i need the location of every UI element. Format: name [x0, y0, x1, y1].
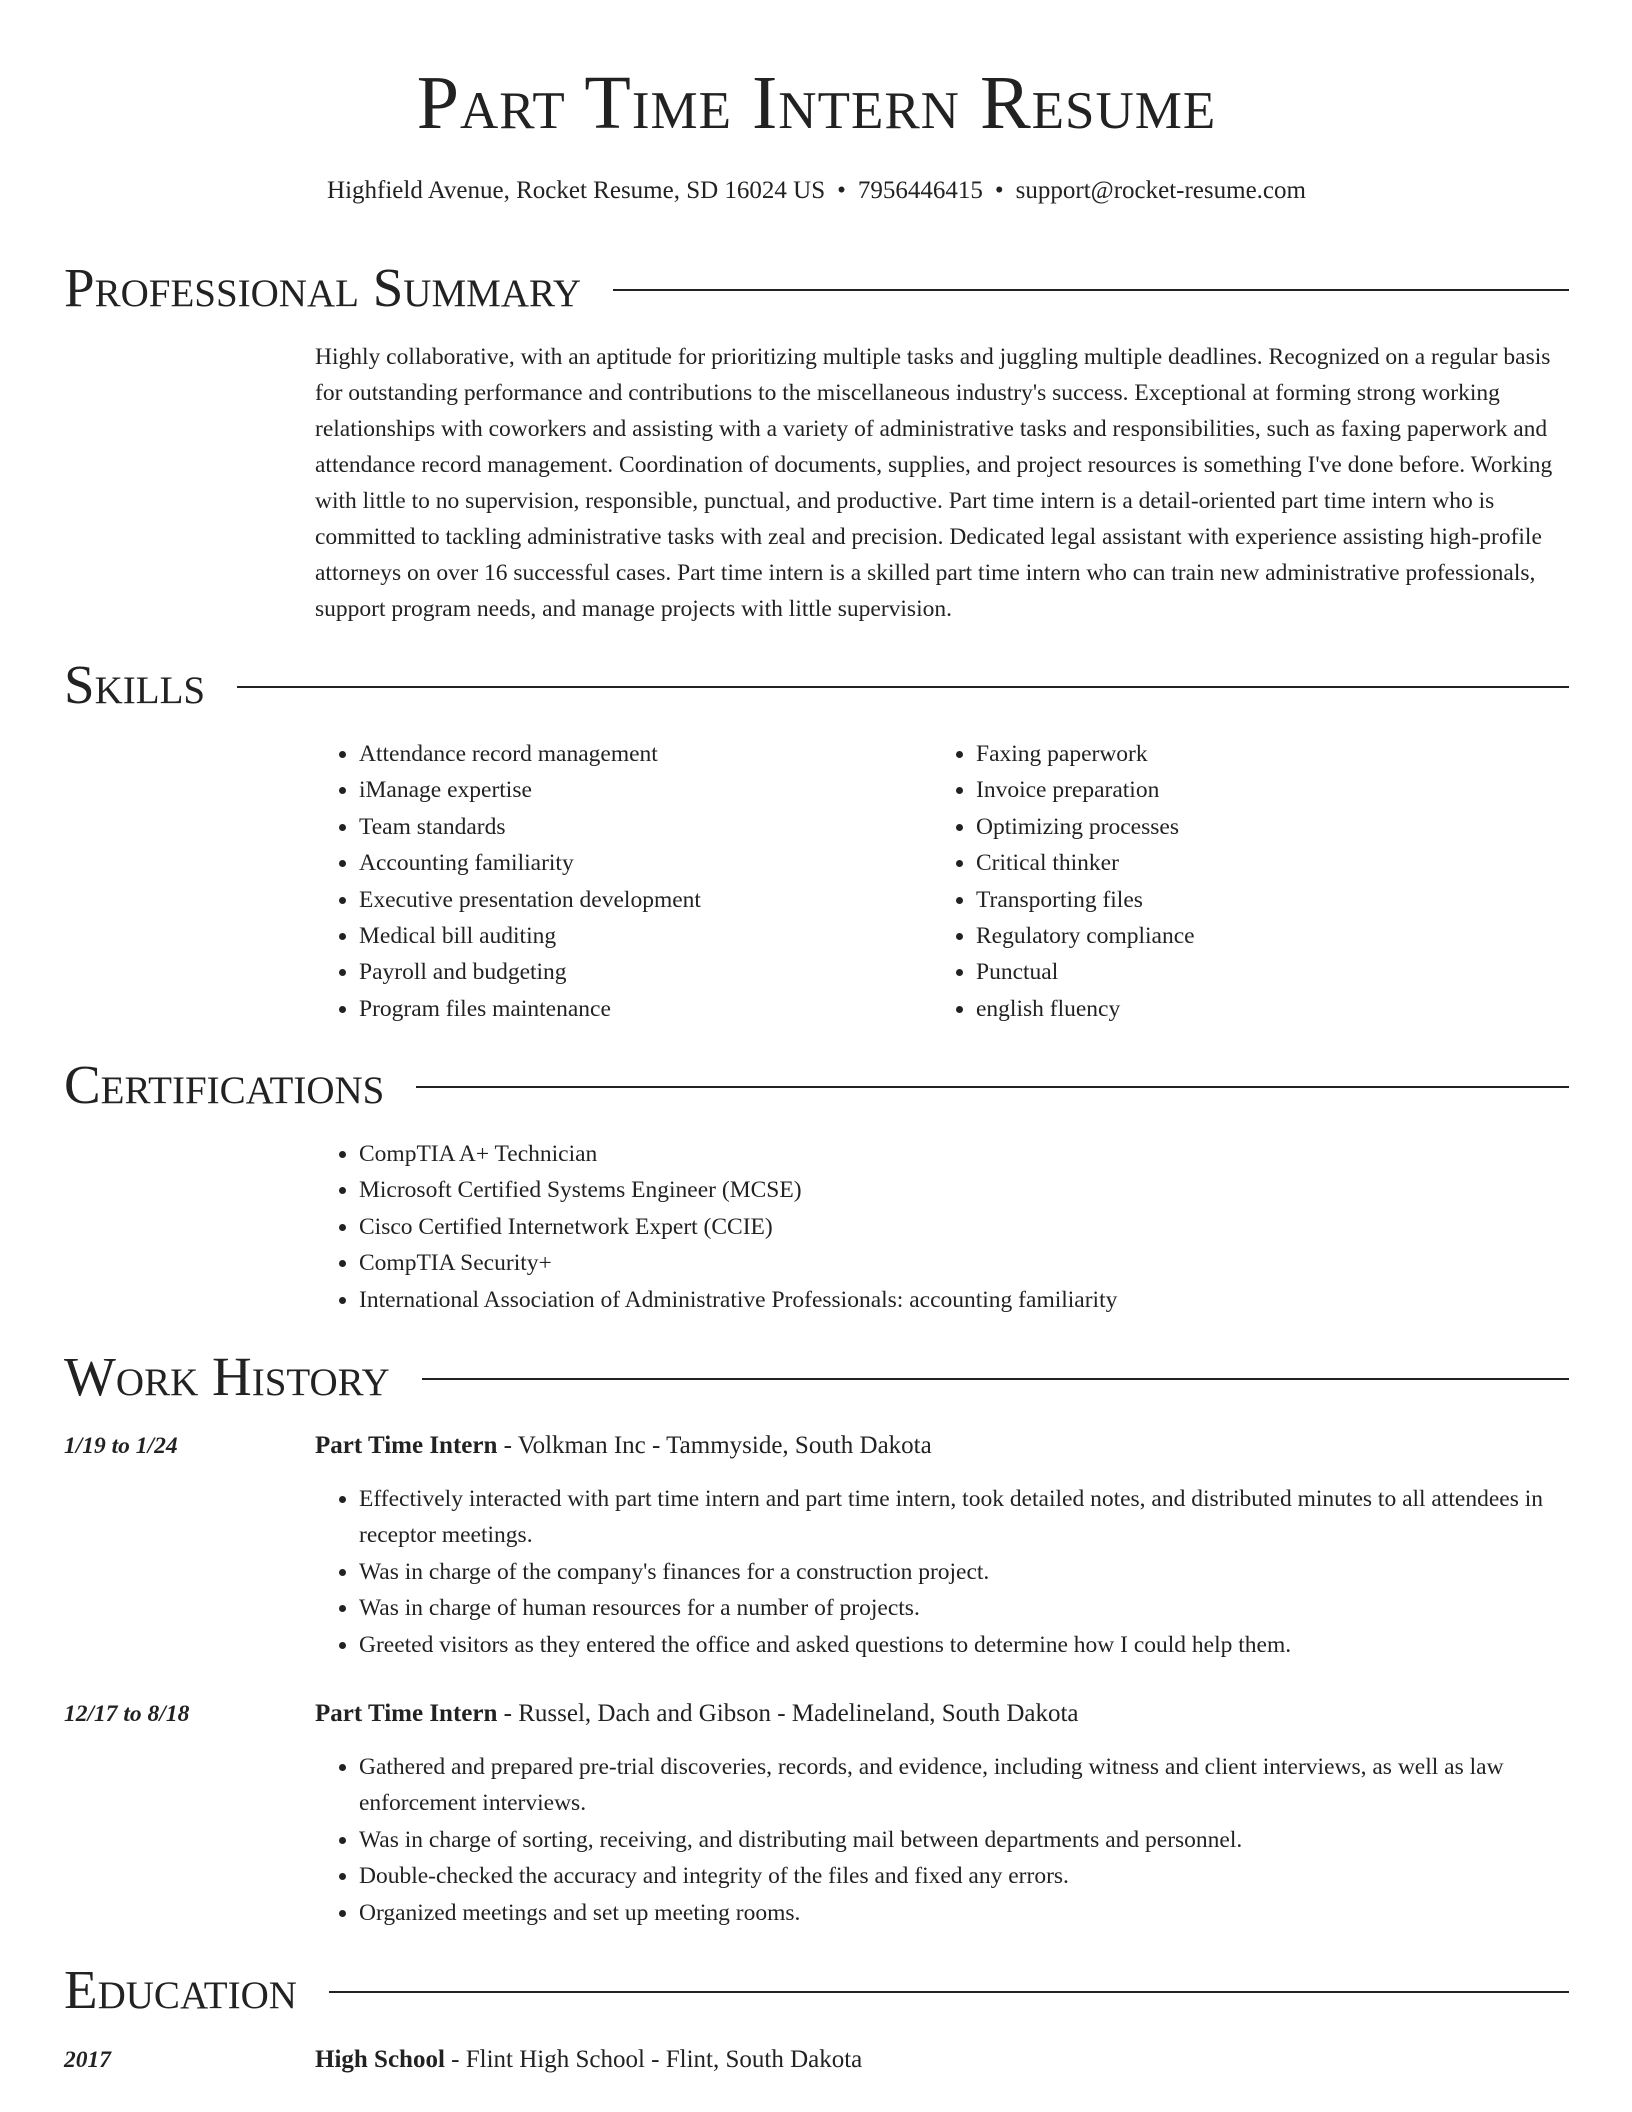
skill-item: • Critical thinker: [976, 845, 1532, 881]
contact-phone: 7956446415: [857, 177, 983, 204]
job-bullet: • Was in charge of the company's finances for a construction project.: [359, 1554, 1569, 1590]
certification-item: • International Association of Administrative Professionals: accounting familiarity: [359, 1282, 1569, 1318]
job-heading: [315, 1696, 1569, 1732]
job-bullet: • Organized meetings and set up meeting rooms.: [359, 1895, 1569, 1931]
work-section-header: [64, 1344, 1569, 1410]
contact-separator: •: [994, 177, 1004, 204]
summary-section-header: [64, 255, 1569, 321]
skill-item: • iManage expertise: [359, 772, 915, 808]
summary-section-title: Professional Summary: [64, 257, 582, 318]
skill-item: • Transporting files: [976, 882, 1532, 918]
contact-line: [64, 173, 1569, 209]
certifications-list: [315, 1136, 1569, 1318]
job-bullet: • Effectively interacted with part time intern and part time intern, took detailed notes, and distributed minutes to all attendees in receptor meetings.: [359, 1481, 1569, 1554]
certification-item: • CompTIA A+ Technician: [359, 1136, 1569, 1172]
skill-item: • Program files maintenance: [359, 991, 915, 1027]
skill-item: • Invoice preparation: [976, 772, 1532, 808]
skill-item: • Medical bill auditing: [359, 918, 915, 954]
job-dates: 1/19 to 1/24: [64, 1433, 178, 1459]
job-details: - Russel, Dach and Gibson - Madelineland, South Dakota: [497, 1700, 1079, 1727]
skills-column-right: [932, 736, 1532, 1027]
skill-item: • Accounting familiarity: [359, 845, 915, 881]
job-role: Part Time Intern: [315, 1700, 498, 1727]
section-divider: [329, 1991, 1569, 1993]
certifications-section-title: Certifications: [64, 1054, 385, 1115]
job-bullets: [315, 1749, 1569, 1931]
education-heading: [315, 2042, 1569, 2078]
skill-item: • english fluency: [976, 991, 1532, 1027]
job-bullet: • Gathered and prepared pre-trial discoveries, records, and evidence, including witness and client interviews, as well as law enforcement interviews.: [359, 1749, 1569, 1822]
education-section-header: [64, 1957, 1569, 2023]
certifications-section-header: [64, 1052, 1569, 1118]
section-divider: [422, 1378, 1569, 1380]
skill-item: • Team standards: [359, 809, 915, 845]
skill-item: • Attendance record management: [359, 736, 915, 772]
job-bullets: [315, 1481, 1569, 1663]
skills-section-header: [64, 652, 1569, 718]
certification-item: • Microsoft Certified Systems Engineer (MCSE): [359, 1172, 1569, 1208]
job-bullet: • Double-checked the accuracy and integrity of the files and fixed any errors.: [359, 1858, 1569, 1894]
skill-item: • Optimizing processes: [976, 809, 1532, 845]
job-bullet: • Greeted visitors as they entered the office and asked questions to determine how I could help them.: [359, 1627, 1569, 1663]
section-divider: [416, 1086, 1569, 1088]
summary-text: Highly collaborative, with an aptitude for prioritizing multiple tasks and juggling multiple deadlines. Recognized on a regular basis for outstanding performance and contributions to the miscellaneous industry's success. Exceptional at forming strong working relationships with coworkers and assisting with a variety of administrative tasks and responsibilities, such as faxing paperwork and attendance record management. Coordination of documents, supplies, and project resources is something I've done before. Working with little to no supervision, responsible, punctual, and productive. Part time intern is a detail-oriented part time intern who is committed to tackling administrative tasks with zeal and precision. Dedicated legal assistant with experience assisting high-profile attorneys on over 16 successful cases. Part time intern is a skilled part time intern who can train new administrative professionals, support program needs, and manage projects with little supervision.: [315, 344, 1553, 622]
job-heading: [315, 1428, 1569, 1464]
skill-item: • Punctual: [976, 954, 1532, 990]
education-degree: High School: [315, 2046, 445, 2073]
contact-email: support@rocket-resume.com: [1015, 177, 1306, 204]
work-section-title: Work History: [64, 1346, 390, 1407]
skill-item: • Regulatory compliance: [976, 918, 1532, 954]
job-role: Part Time Intern: [315, 1432, 498, 1459]
job-details: - Volkman Inc - Tammyside, South Dakota: [497, 1432, 932, 1459]
job-bullet: • Was in charge of sorting, receiving, and distributing mail between departments and personnel.: [359, 1822, 1569, 1858]
job-dates: 12/17 to 8/18: [64, 1701, 190, 1727]
education-details: - Flint High School - Flint, South Dakota: [444, 2046, 863, 2073]
skill-item: • Faxing paperwork: [976, 736, 1532, 772]
page-title: Part Time Intern Resume: [416, 61, 1217, 145]
section-divider: [237, 686, 1569, 688]
section-divider: [613, 289, 1569, 291]
skill-item: • Executive presentation development: [359, 882, 915, 918]
skills-column-left: [315, 736, 915, 1027]
job-bullet: • Was in charge of human resources for a number of projects.: [359, 1590, 1569, 1626]
certification-item: • CompTIA Security+: [359, 1245, 1569, 1281]
certification-item: • Cisco Certified Internetwork Expert (CCIE): [359, 1209, 1569, 1245]
education-dates: 2017: [64, 2047, 111, 2073]
education-section-title: Education: [64, 1959, 297, 2020]
skill-item: • Payroll and budgeting: [359, 954, 915, 990]
contact-address: Highfield Avenue, Rocket Resume, SD 16024 US: [327, 177, 826, 204]
skills-section-title: Skills: [64, 654, 206, 715]
contact-separator: •: [837, 177, 846, 204]
